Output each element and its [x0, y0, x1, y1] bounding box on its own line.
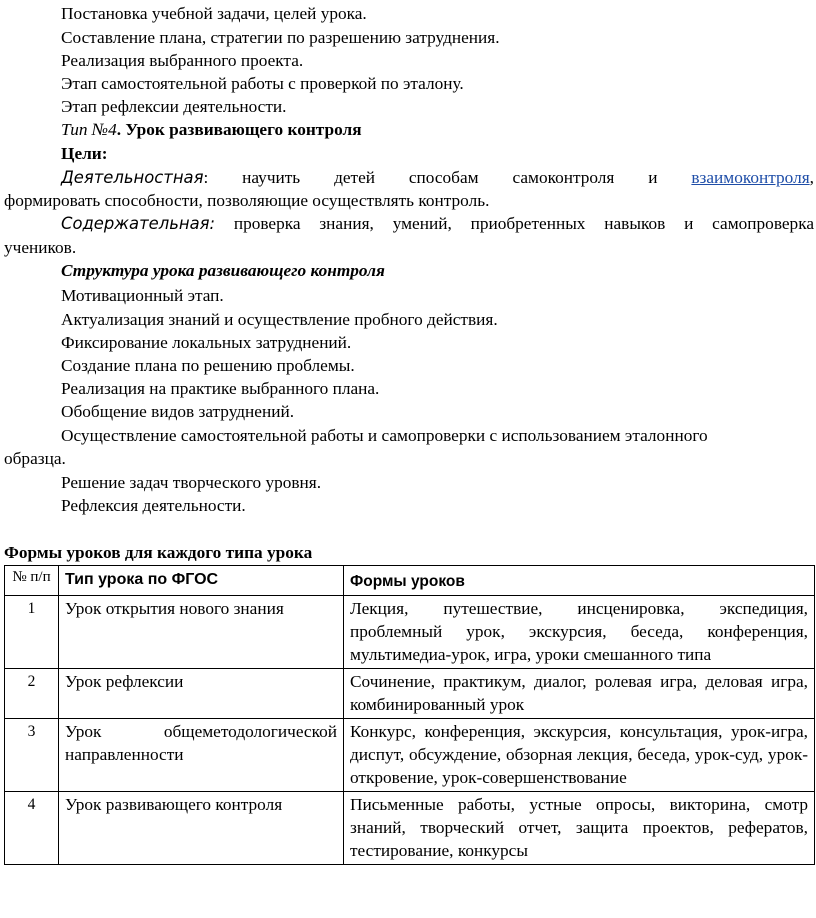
structure-step: Реализация на практике выбранного плана.	[61, 379, 380, 398]
structure-step: Решение задач творческого уровня.	[61, 473, 322, 492]
row-lesson-type: Урок рефлексии	[59, 669, 344, 719]
lesson-forms-table	[4, 565, 815, 865]
table-header-row	[5, 566, 815, 596]
row-number: 1	[5, 596, 59, 669]
stage-line: Этап самостоятельной работы с проверкой по эталону.	[61, 74, 464, 93]
content-goal-label: Содержательная:	[61, 214, 216, 233]
row-lesson-type: Урок открытия нового знания	[59, 596, 344, 669]
structure-step: Рефлексия деятельности.	[61, 496, 246, 515]
column-header-type: Тип урока по ФГОС	[59, 566, 344, 596]
activity-goal-line1	[61, 167, 814, 189]
column-header-forms: Формы уроков	[344, 566, 815, 596]
activity-goal-comma: ,	[809, 168, 814, 187]
row-lesson-forms: Конкурс, конференция, экскурсия, консультация, урок-игра, диспут, обсуждение, обзорная лекция, беседа, урок-суд, урок-откровение, урок-совершенствование	[344, 719, 815, 792]
table-title: Формы уроков для каждого типа урока	[4, 543, 313, 562]
row-lesson-type: Урок развивающего контроля	[59, 792, 344, 865]
row-lesson-type: Урок общеметодологической направленности	[59, 719, 344, 792]
table-row	[5, 596, 815, 669]
stage-line: Этап рефлексии деятельности.	[61, 97, 287, 116]
activity-goal-line2: формировать способности, позволяющие осуществлять контроль.	[4, 191, 490, 210]
structure-step: Осуществление самостоятельной работы и самопроверки с использованием эталонного	[61, 426, 708, 445]
structure-step: Создание плана по решению проблемы.	[61, 356, 355, 375]
row-number: 3	[5, 719, 59, 792]
activity-goal-label: Деятельностная	[61, 168, 204, 187]
stage-line: Постановка учебной задачи, целей урока.	[61, 4, 367, 23]
row-number: 2	[5, 669, 59, 719]
content-goal-text: проверка знания, умений, приобретенных навыков и самопроверка	[215, 214, 814, 233]
column-header-number: № п/п	[5, 566, 59, 596]
table-row	[5, 792, 815, 865]
table-row	[5, 669, 815, 719]
row-lesson-forms: Лекция, путешествие, инсценировка, экспедиция, проблемный урок, экскурсия, беседа, конференция, мультимедиа-урок, игра, уроки смешанного типа	[344, 596, 815, 669]
stage-line: Реализация выбранного проекта.	[61, 51, 304, 70]
structure-step: Обобщение видов затруднений.	[61, 402, 295, 421]
structure-step: Фиксирование локальных затруднений.	[61, 333, 352, 352]
structure-step: Мотивационный этап.	[61, 286, 224, 305]
goals-label: Цели:	[61, 144, 108, 163]
lesson-type-number: Тип №4	[61, 120, 117, 139]
mutual-control-link[interactable]: взаимоконтроля	[691, 168, 810, 187]
row-lesson-forms: Сочинение, практикум, диалог, ролевая игра, деловая игра, комбинированный урок	[344, 669, 815, 719]
content-goal-line2: учеников.	[4, 238, 77, 257]
structure-step-continuation: образца.	[4, 449, 66, 468]
structure-title: Структура урока развивающего контроля	[61, 261, 385, 280]
row-lesson-forms: Письменные работы, устные опросы, викторина, смотр знаний, творческий отчет, защита проектов, рефератов, тестирование, конкурсы	[344, 792, 815, 865]
stage-line: Составление плана, стратегии по разрешению затруднения.	[61, 28, 500, 47]
structure-step: Актуализация знаний и осуществление пробного действия.	[61, 310, 498, 329]
lesson-type-title: . Урок развивающего контроля	[116, 120, 362, 139]
content-goal-line1	[61, 213, 814, 235]
lesson-type-heading	[61, 119, 362, 141]
table-row	[5, 719, 815, 792]
activity-goal-text: : научить детей способам самоконтроля и	[203, 168, 692, 187]
row-number: 4	[5, 792, 59, 865]
